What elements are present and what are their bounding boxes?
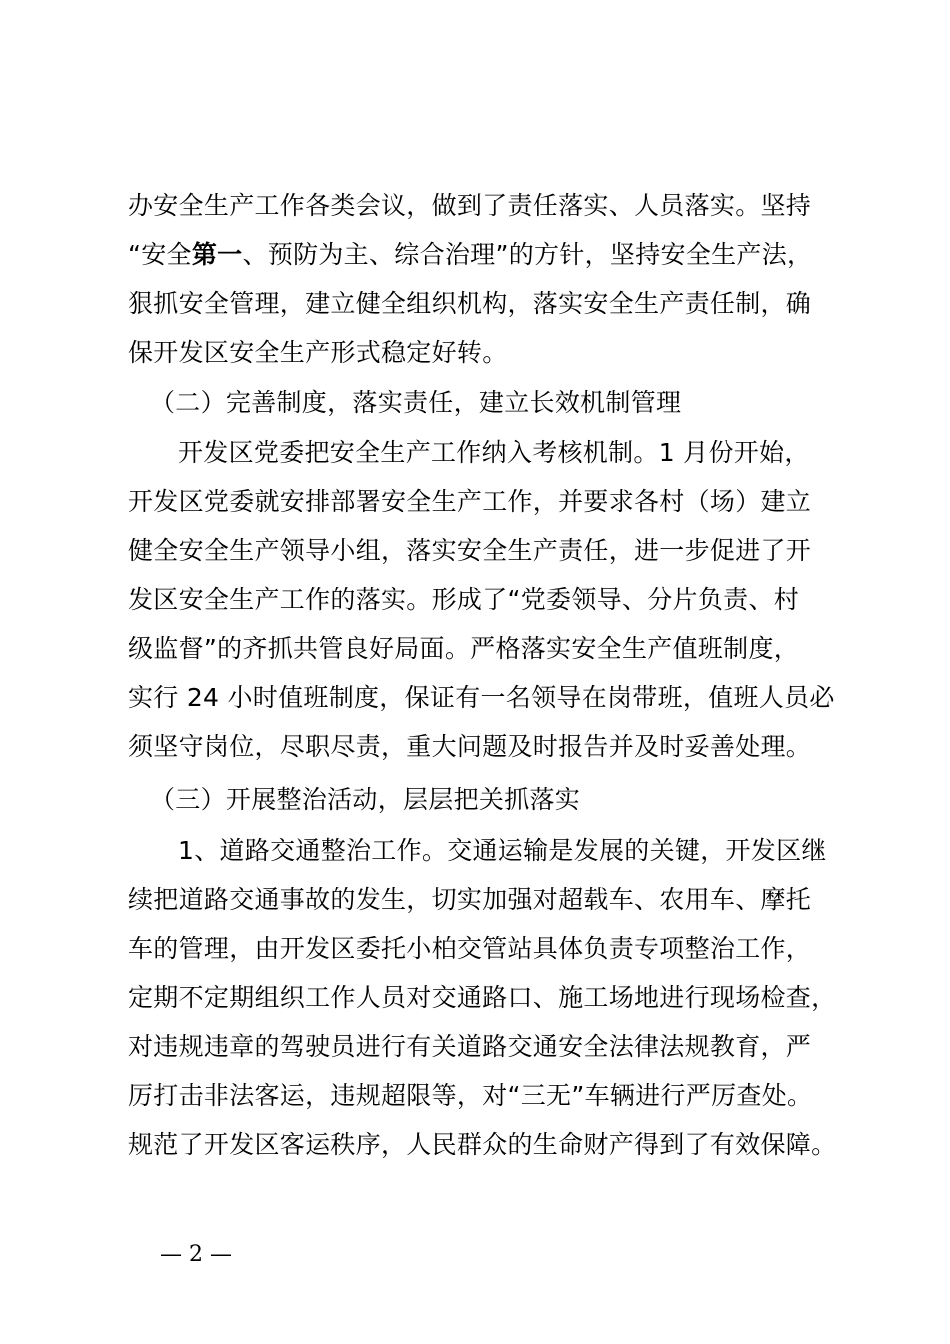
- paragraph-line-14: 车的管理，由开发区委托小柏交管站具体负责专项整治工作，: [128, 934, 812, 963]
- paragraph-line-13: 续把道路交通事故的发生，切实加强对超载车、农用车、摩托: [128, 885, 812, 914]
- paragraph-line-12: 1、道路交通整治工作。交通运输是发展的关键，开发区继: [178, 836, 827, 865]
- paragraph-line-11: 须坚守岗位，尽职尽责，重大问题及时报告并及时妥善处理。: [128, 732, 812, 761]
- paragraph-line-3: 狠抓安全管理，建立健全组织机构，落实安全生产责任制，确: [128, 289, 812, 318]
- page-number: — 2 —: [160, 1242, 232, 1267]
- text-segment: “安全: [128, 240, 192, 269]
- bold-text-segment: 第一: [191, 240, 243, 269]
- paragraph-line-6: 开发区党委就安排部署安全生产工作，并要求各村（场）建立: [128, 487, 812, 516]
- section-heading-2: （二）完善制度，落实责任，建立长效机制管理: [150, 388, 682, 417]
- paragraph-line-4: 保开发区安全生产形式稳定好转。: [128, 338, 508, 367]
- text-segment: 、预防为主、综合治理”的方针，坚持安全生产法，: [242, 240, 813, 269]
- paragraph-line-17: 厉打击非法客运，违规超限等，对“三无”车辆进行严厉查处。: [128, 1081, 813, 1110]
- paragraph-line-9: 级监督”的齐抓共管良好局面。严格落实安全生产值班制度，: [128, 634, 800, 663]
- paragraph-line-10: 实行 24 小时值班制度，保证有一名领导在岗带班，值班人员必: [128, 683, 835, 712]
- paragraph-line-1: 办安全生产工作各类会议，做到了责任落实、人员落实。坚持: [128, 191, 812, 220]
- paragraph-line-7: 健全安全生产领导小组，落实安全生产责任，进一步促进了开: [128, 536, 812, 565]
- paragraph-line-18: 规范了开发区客运秩序，人民群众的生命财产得到了有效保障。: [128, 1130, 837, 1159]
- section-heading-3: （三）开展整治活动，层层把关抓落实: [150, 785, 581, 814]
- paragraph-line-8: 发区安全生产工作的落实。形成了“党委领导、分片负责、村: [128, 585, 800, 614]
- paragraph-line-15: 定期不定期组织工作人员对交通路口、施工场地进行现场检查，: [128, 983, 837, 1012]
- paragraph-line-16: 对违规违章的驾驶员进行有关道路交通安全法律法规教育，严: [128, 1032, 812, 1061]
- paragraph-line-5: 开发区党委把安全生产工作纳入考核机制。1 月份开始，: [178, 438, 810, 467]
- paragraph-line-2: [128, 238, 812, 272]
